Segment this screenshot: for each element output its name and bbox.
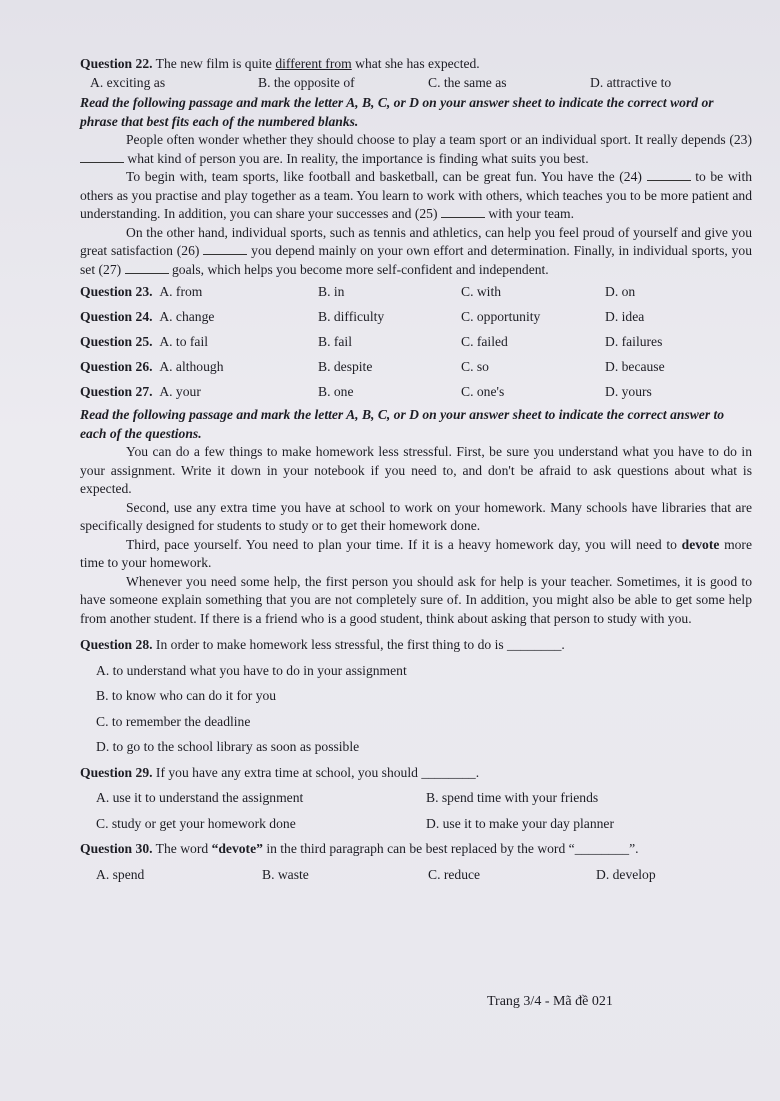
paragraph-text: People often wonder whether they should choose to play a team sport or an individual sport. It really depends (23)	[126, 132, 752, 147]
exam-page	[80, 55, 752, 887]
passage-1-paragraph-1	[80, 131, 752, 168]
blank-25	[441, 205, 485, 218]
question-23	[80, 279, 752, 304]
question-label: Question 24.	[80, 309, 153, 324]
option-a: A. your	[159, 384, 201, 399]
question-stem: The new film is quite	[155, 56, 272, 71]
passage-1-paragraph-2	[80, 168, 752, 224]
option-a: A. to fail	[159, 334, 209, 349]
option-c: C. the same as	[428, 74, 507, 90]
page-footer: Trang 3/4 - Mã đề 021	[487, 994, 613, 1009]
question-28-options	[80, 658, 752, 760]
option-a: A. exciting as	[90, 74, 166, 90]
question-label: Question 22.	[80, 56, 153, 71]
option-c: C. study or get your homework done	[96, 815, 296, 831]
answer-blank: ________.	[421, 764, 480, 780]
question-25	[80, 329, 752, 354]
option-c: C. opportunity	[461, 309, 541, 324]
question-22-options	[80, 74, 752, 93]
option-b: B. one	[318, 384, 354, 399]
paragraph-text: with your team.	[488, 206, 575, 221]
question-stem: The word	[155, 841, 209, 856]
question-22	[80, 55, 752, 74]
bold-word-devote: devote	[681, 536, 720, 552]
question-label: Question 29.	[80, 764, 153, 780]
option-b: B. the opposite of	[258, 74, 355, 90]
blank-23	[80, 150, 124, 163]
passage-1-paragraph-3	[80, 224, 752, 280]
paragraph-text: goals, which helps you become more self-confident and independent.	[171, 261, 549, 277]
option-d: D. yours	[605, 384, 652, 399]
question-29	[80, 760, 752, 786]
option-a: A. from	[159, 284, 203, 299]
question-label: Question 26.	[80, 359, 153, 374]
question-28	[80, 632, 752, 658]
option-c: C. reduce	[428, 866, 481, 882]
question-stem-end: what she has expected.	[355, 56, 480, 71]
option-d: D. develop	[596, 866, 656, 882]
option-c: C. so	[461, 359, 489, 374]
paragraph-text: Third, pace yourself. You need to plan your time. If it is a heavy homework day, you will need to	[126, 536, 677, 552]
passage-2-paragraph-4: Whenever you need some help, the first person you should ask for help is your teacher. Sometimes, it is good to have someone explain something that you are not completely sure of. In addition, you might also be able to get some help from another student. If there is a friend who is a good student, think about asking that person to study with you.	[80, 573, 752, 626]
paragraph-text: more time to your homework.	[80, 536, 752, 570]
option-d: D. idea	[605, 309, 645, 324]
question-29-options	[80, 785, 752, 836]
question-label: Question 25.	[80, 334, 153, 349]
option-d: D. failures	[605, 334, 663, 349]
option-b: B. despite	[318, 359, 373, 374]
underlined-phrase: different from	[275, 56, 352, 71]
question-30	[80, 836, 752, 862]
option-c: C. to remember the deadline	[96, 713, 251, 729]
passage-2-paragraph-1: You can do a few things to make homework less stressful. First, be sure you understand what you have to do in your assignment. Write it down in your notebook if you need to, and don't be afraid to ask questions about what is expected.	[80, 444, 752, 496]
option-b: B. spend time with your friends	[426, 790, 599, 805]
option-b: B. waste	[262, 866, 309, 882]
option-d: D. to go to the school library as soon as possible	[96, 739, 360, 754]
option-d: D. on	[605, 284, 636, 299]
option-c: C. failed	[461, 334, 508, 349]
option-a: A. use it to understand the assignment	[96, 790, 304, 805]
question-label: Question 28.	[80, 637, 153, 652]
option-b: B. to know who can do it for you	[96, 688, 277, 703]
blank-26	[203, 242, 247, 255]
option-a: A. to understand what you have to do in your assignment	[96, 662, 407, 678]
paragraph-text: what kind of person you are. In reality, the importance is finding what suits you best.	[127, 150, 589, 166]
paragraph-text: to be with others as you practise and play together as a team. You learn to work with others, which teaches you to be more patient and understanding. In addition, you can share your successes and (25)	[80, 169, 753, 221]
question-24	[80, 304, 752, 329]
blank-27	[125, 261, 169, 274]
passage-1-instruction: Read the following passage and mark the letter A, B, C, or D on your answer sheet to indicate the correct word or phrase that best fits each of the numbered blanks.	[80, 95, 714, 129]
option-a: A. change	[159, 309, 215, 324]
question-30-options	[80, 862, 752, 888]
question-26	[80, 354, 752, 379]
passage-2-paragraph-2: Second, use any extra time you have at school to work on your homework. Many schools have libraries that are specifically designed for students to study or to get their homework done.	[80, 499, 752, 533]
paragraph-text: you depend mainly on your own effort and determination. Finally, in individual sports, you set (27)	[80, 243, 752, 277]
question-stem: If you have any extra time at school, you should	[155, 764, 418, 780]
answer-blank: ________.	[507, 637, 565, 652]
question-label: Question 23.	[80, 284, 153, 299]
question-stem-end: in the third paragraph can be best replaced by the word “________”.	[266, 841, 639, 856]
cloze-questions	[80, 279, 752, 404]
question-27	[80, 379, 752, 404]
paragraph-text: On the other hand, individual sports, such as tennis and athletics, can help you feel proud of yourself and give you great satisfaction (26)	[80, 224, 752, 258]
paragraph-text: To begin with, team sports, like football and basketball, can be great fun. You have the (24)	[126, 169, 642, 184]
option-b: B. fail	[318, 334, 352, 349]
question-label: Question 30.	[80, 841, 153, 856]
option-a: A. although	[159, 359, 224, 374]
option-c: C. one's	[461, 384, 505, 399]
bold-word-devote: “devote”	[211, 841, 263, 856]
option-b: B. in	[318, 284, 345, 299]
option-a: A. spend	[96, 866, 145, 882]
question-stem: In order to make homework less stressful, the first thing to do is	[155, 637, 504, 652]
option-d: D. because	[605, 359, 665, 374]
blank-24	[647, 168, 691, 181]
option-b: B. difficulty	[318, 309, 385, 324]
option-c: C. with	[461, 284, 502, 299]
passage-2-instruction: Read the following passage and mark the letter A, B, C, or D on your answer sheet to indicate the correct answer to each of the questions.	[80, 407, 725, 441]
question-label: Question 27.	[80, 384, 153, 399]
option-d: D. use it to make your day planner	[426, 815, 614, 831]
option-d: D. attractive to	[590, 74, 672, 90]
passage-2-paragraph-3	[80, 536, 752, 573]
